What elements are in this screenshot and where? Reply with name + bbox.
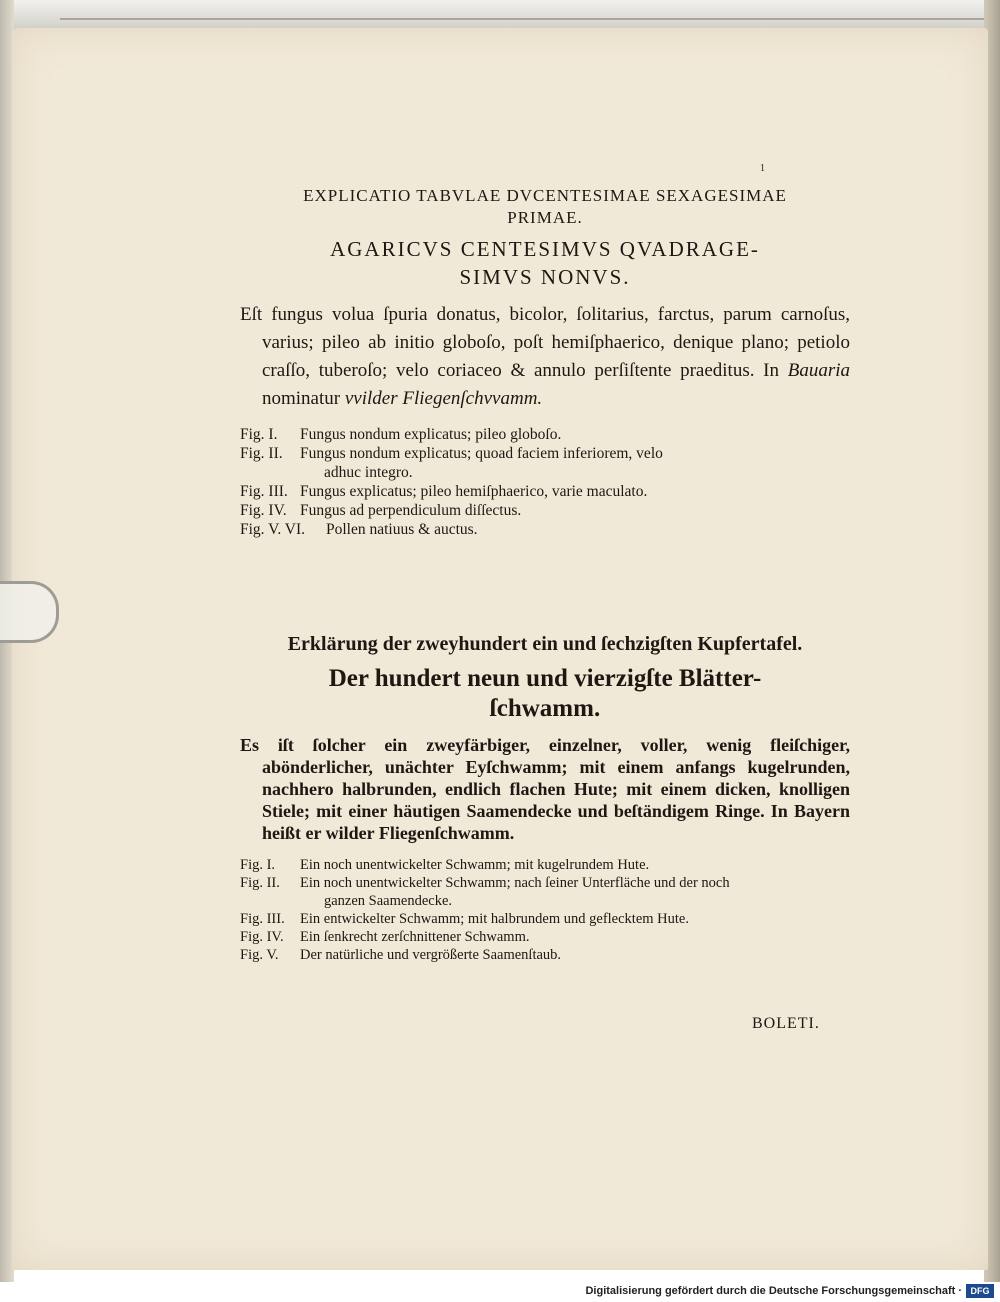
latin-fig-item — [240, 520, 850, 539]
fig-text: Der natürliche und vergrößerte Saamenſtaub. — [300, 947, 562, 963]
fig-text: Fungus explicatus; pileo hemiſphaerico, varie maculato. — [300, 483, 648, 500]
german-heading-line-2: ſchwamm. — [489, 695, 601, 722]
fig-text: Ein noch unentwickelter Schwamm; nach ſeiner Unterfläche und der noch — [300, 875, 730, 891]
german-fig-item — [240, 910, 850, 928]
fig-text: Pollen natiuus & auctus. — [326, 521, 478, 538]
latin-title-line-2: PRIMAE. — [507, 208, 583, 227]
latin-figure-list — [240, 425, 850, 539]
fig-label: Fig. II. — [240, 445, 283, 462]
fig-label: Fig. V. — [240, 947, 279, 963]
page-mark: 1 — [760, 163, 765, 174]
fig-text-continued: ganzen Saamendecke. — [324, 893, 453, 909]
german-fig-item — [240, 856, 850, 874]
fig-label: Fig. III. — [240, 911, 285, 927]
latin-place: Bauaria — [787, 360, 850, 381]
fig-label: Fig. V. VI. — [240, 521, 306, 538]
fig-text: Ein ſenkrecht zerſchnittener Schwamm. — [300, 929, 530, 945]
german-heading-line-1: Der hundert neun und vierzigſte Blätter- — [328, 665, 762, 692]
footer-bar — [0, 1282, 1000, 1302]
fig-text: Ein entwickelter Schwamm; mit halbrundem und geflecktem Hute. — [300, 911, 689, 927]
latin-description-main: Eſt fungus volua ſpuria donatus, bicolor, ſolitarius, farctus, parum carnoſus, varius; pileo ab initio globoſo, poſt hemiſphaerico, denique plano; petiolo craſſo, tuberoſo; velo coriaceo & annulo perſiſtente praeditus. In — [240, 304, 850, 381]
german-fig-item — [240, 928, 850, 946]
german-heading — [240, 664, 850, 724]
latin-heading — [240, 235, 850, 291]
fig-label: Fig. III. — [240, 483, 288, 500]
latin-common-name: vvilder Fliegenſchvvamm. — [344, 388, 543, 409]
fig-label: Fig. II. — [240, 875, 280, 891]
funding-credit: Digitalisierung gefördert durch die Deutsche Forschungsgemeinschaft · — [585, 1285, 962, 1297]
fig-text: Fungus nondum explicatus; pileo globoſo. — [300, 426, 562, 443]
fig-text-continued: adhuc integro. — [324, 464, 413, 481]
fig-label: Fig. I. — [240, 426, 278, 443]
latin-title-line-1: EXPLICATIO TABVLAE DVCENTESIMAE SEXAGESIMAE — [303, 186, 787, 205]
fig-label: Fig. IV. — [240, 502, 287, 519]
fig-text: Ein noch unentwickelter Schwamm; mit kugelrundem Hute. — [300, 857, 650, 873]
latin-fig-item — [240, 444, 850, 463]
fig-text: Fungus nondum explicatus; quoad faciem inferiorem, velo — [300, 445, 663, 462]
latin-description — [240, 301, 850, 413]
latin-heading-line-2: SIMVS NONVS. — [459, 265, 631, 289]
latin-heading-line-1: AGARICVS CENTESIMVS QVADRAGE- — [330, 237, 760, 261]
german-figure-list — [240, 856, 850, 964]
latin-title — [240, 185, 850, 229]
german-fig-item — [240, 874, 850, 892]
dfg-logo: DFG — [966, 1284, 994, 1298]
german-description: Es iſt ſolcher ein zweyfärbiger, einzelner, voller, wenig fleiſchiger, abönderlicher, unächter Eyſchwamm; mit einem anfangs kugelrunden, nachhero halbrunden, endlich flachen Hute; mit einem dicken, knolligen Stiele; mit einer häutigen Saamendecke und beſtändigem Ringe. In Bayern heißt er wilder Fliegenſchwamm. — [240, 735, 850, 843]
latin-fig-item — [240, 501, 850, 520]
latin-section — [240, 185, 850, 539]
fig-label: Fig. IV. — [240, 929, 284, 945]
book-edge-line — [60, 18, 1000, 20]
catchword: BOLETI. — [752, 1015, 820, 1032]
fig-text: Fungus ad perpendiculum diſſectus. — [300, 502, 522, 519]
fig-label: Fig. I. — [240, 857, 276, 873]
latin-fig-item — [240, 482, 850, 501]
german-title: Erklärung der zweyhundert ein und ſechzigſten Kupfertafel. — [287, 633, 803, 655]
german-section — [240, 630, 850, 964]
page-clip — [0, 581, 59, 643]
german-fig-item — [240, 946, 850, 964]
latin-fig-item — [240, 425, 850, 444]
latin-description-mid: nominatur — [262, 388, 345, 409]
